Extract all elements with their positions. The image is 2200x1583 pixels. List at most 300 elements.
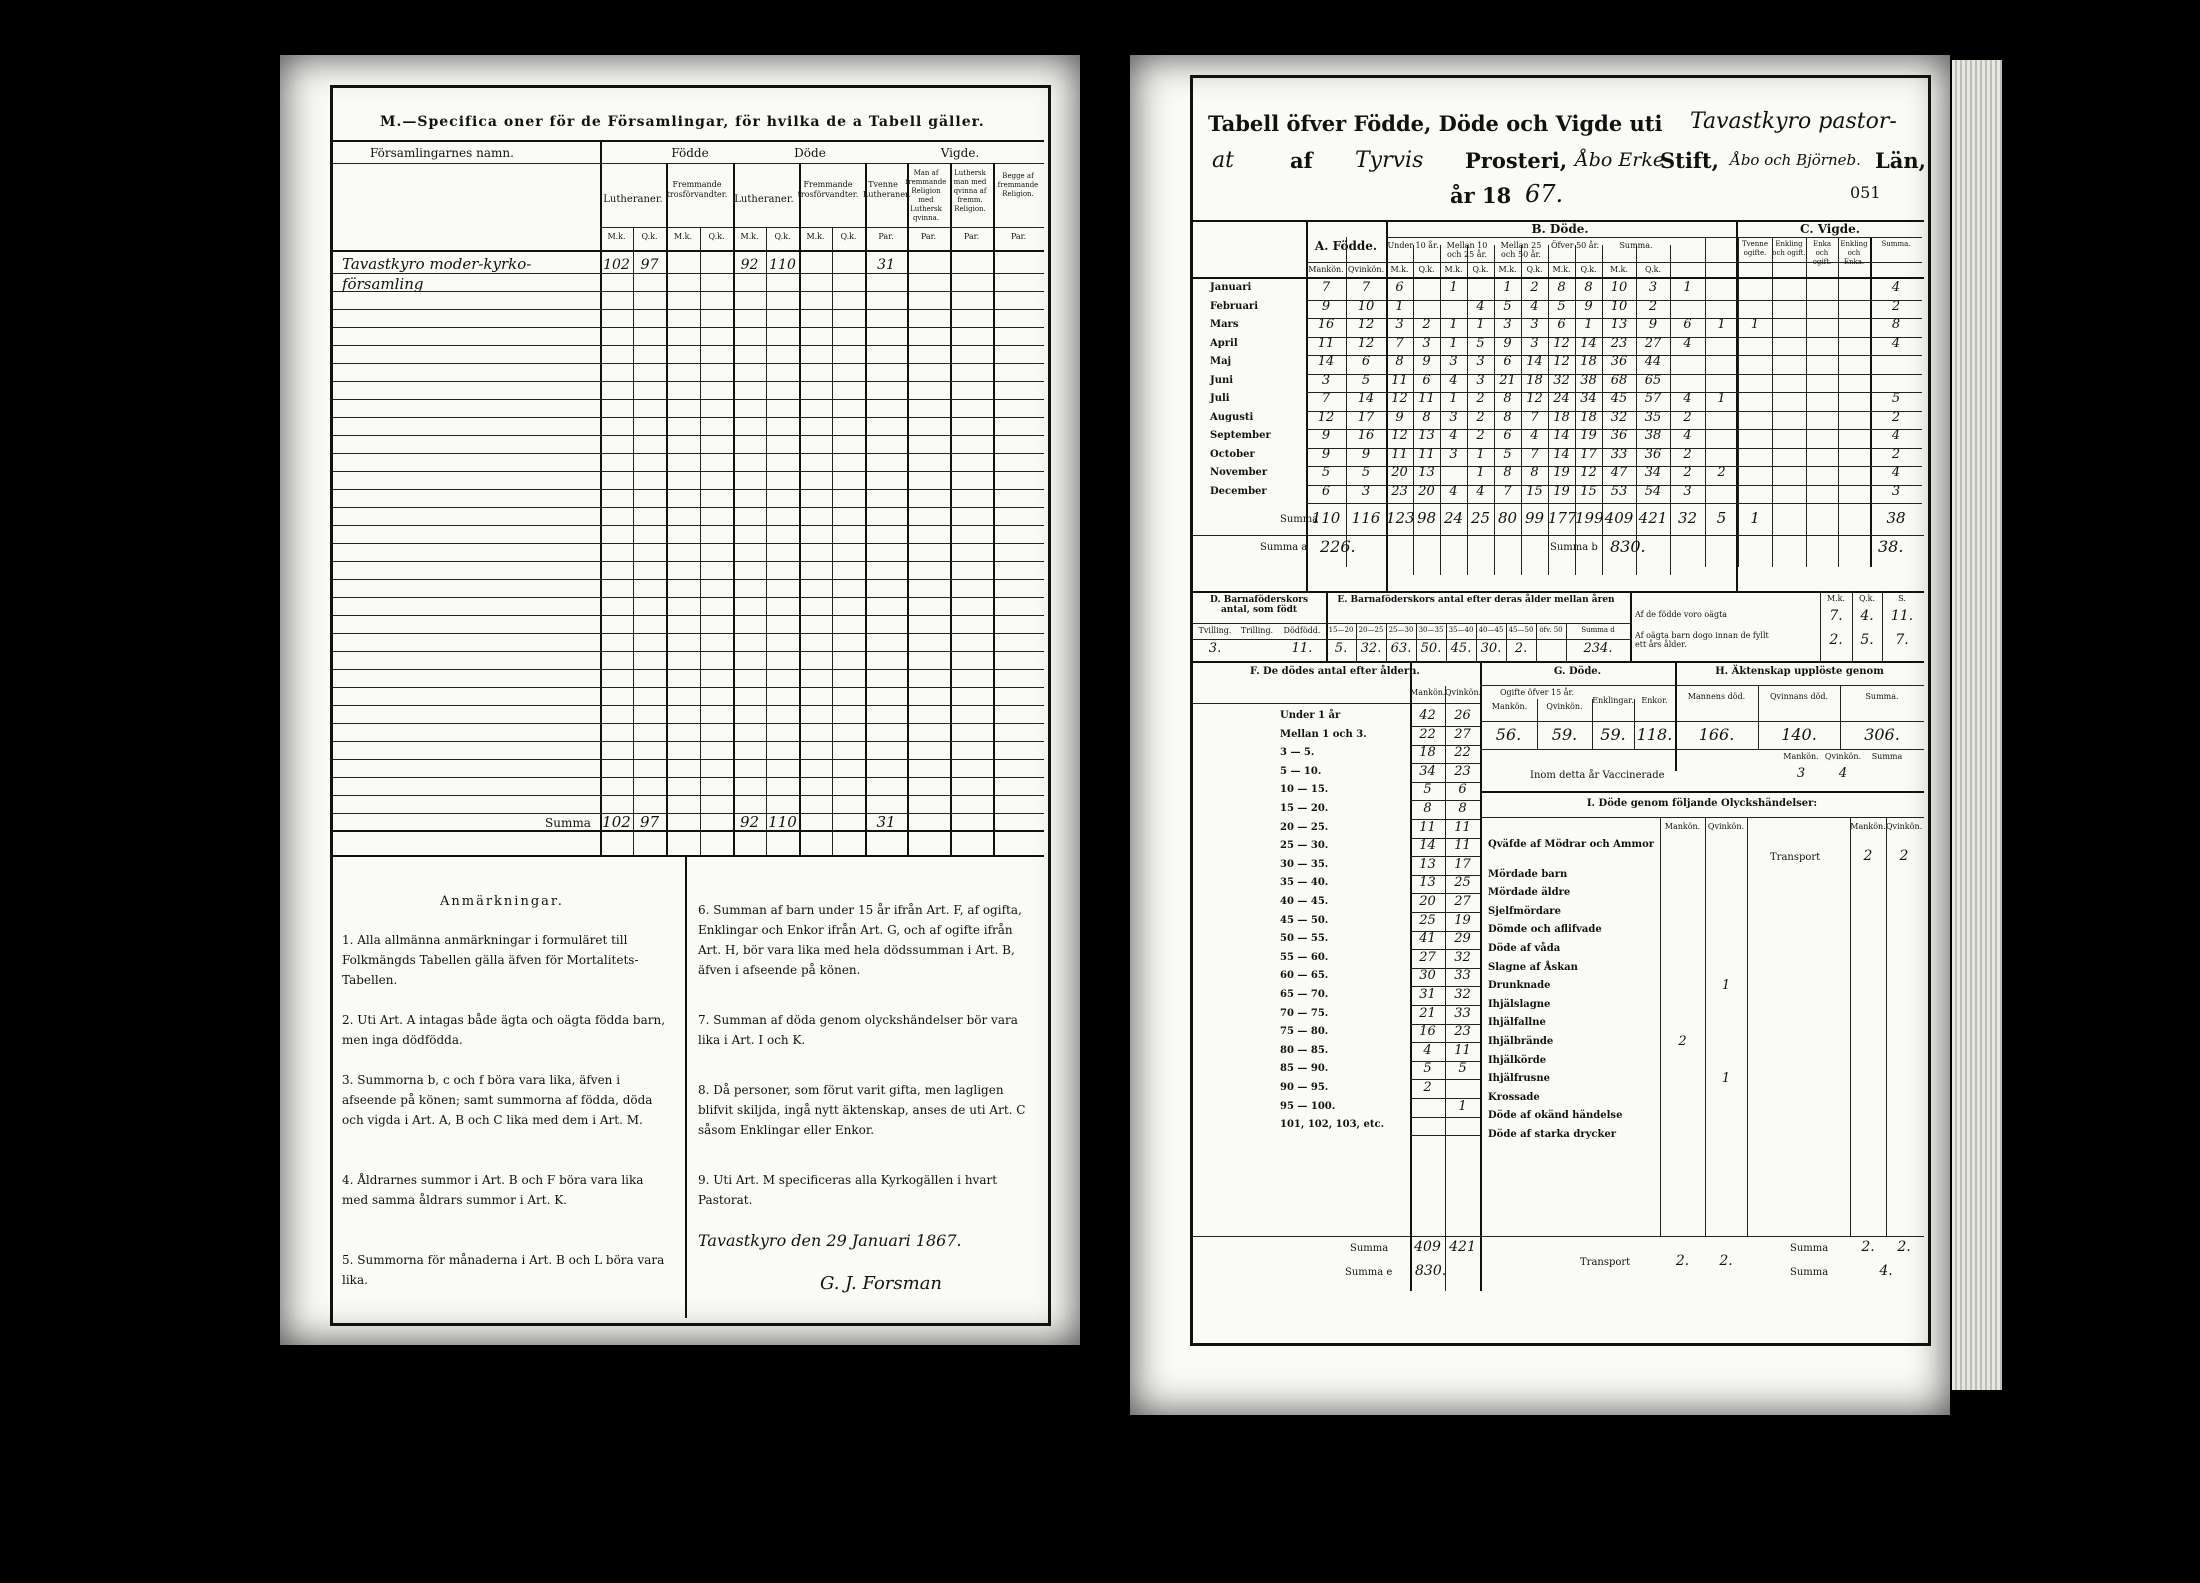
month-cell: 24 <box>1553 391 1570 406</box>
rule <box>1386 237 1922 238</box>
month-cell: 6 <box>1321 483 1331 499</box>
age-group-header: Summa. <box>1619 241 1653 250</box>
d-col-header: Dödfödd. <box>1283 626 1321 635</box>
sex-header: M.k. <box>1552 265 1571 274</box>
month-cell: 19 <box>1553 483 1570 499</box>
age-group-header: Öfver 50 år. <box>1550 241 1600 250</box>
f-age-label: 60 — 65. <box>1280 970 1329 982</box>
month-cell: 11 <box>1391 446 1408 462</box>
month-cell: 2 <box>1530 280 1539 295</box>
vigde-col-header: Enkling och ogift. <box>1772 240 1806 257</box>
month-cell: 36 <box>1644 446 1662 462</box>
month-cell: 13 <box>1610 317 1628 332</box>
sex-header: Q.k. <box>1472 265 1489 274</box>
month-cell: 6 <box>1503 354 1512 369</box>
row-rule <box>332 489 1044 490</box>
illeg-value-2: 5. <box>1860 632 1874 648</box>
rule <box>1480 791 1924 793</box>
month-cell: 68 <box>1610 372 1628 388</box>
summa-cell: 409 <box>1604 509 1634 527</box>
note-3: 3. Summorna b, c och f böra vara lika, äfven i afseende på könen; samt summorna af födda, döda och vigda i Art. A, B och C lika med dem i Art. M. <box>342 1073 653 1127</box>
f-mk-value: 5 <box>1423 1061 1432 1077</box>
month-cell: 20 <box>1418 483 1435 499</box>
sec-e-header: E. Barnaföderskors antal efter deras ålder mellan åren <box>1337 595 1615 605</box>
f-age-label: 35 — 40. <box>1280 877 1329 889</box>
i-row-label: Krossade <box>1488 1091 1540 1103</box>
row-rule <box>332 453 1044 454</box>
month-cell: 3 <box>1503 317 1512 332</box>
note-7: 7. Summan af döda genom olyckshändelser bör vara lika i Art. I och K. <box>698 1013 1018 1047</box>
rule <box>1476 623 1477 661</box>
title-year: år 18 <box>1450 183 1512 208</box>
sex-header: Q.k. <box>1418 265 1435 274</box>
summa-cell: 1 <box>1750 509 1760 527</box>
month-cell: 36 <box>1610 428 1628 443</box>
left-heading: M.—Specifica oner för de Församlingar, för hvilka de a Tabell gäller. <box>380 114 985 130</box>
f-qk-value: 22 <box>1454 745 1471 761</box>
rule <box>1192 661 1924 663</box>
unit-label: Par. <box>920 232 937 241</box>
row-rule <box>332 525 1044 526</box>
vacc-value: 3 <box>1796 766 1806 781</box>
rule <box>1410 1117 1480 1118</box>
fodde-header: Födde <box>671 146 709 160</box>
rule <box>1840 685 1841 749</box>
f-qk-value: 11 <box>1454 838 1471 854</box>
month-cell: 2 <box>1476 409 1485 425</box>
sec-i-header: I. Döde genom följande Olyckshändelser: <box>1586 798 1818 809</box>
illeg-value-1: 7. <box>1829 608 1843 624</box>
f-mk-value: 31 <box>1419 987 1436 1002</box>
month-cell: 23 <box>1391 483 1408 499</box>
f-mk-value: 25 <box>1419 912 1436 928</box>
col-rule <box>700 227 701 855</box>
month-label: Augusti <box>1210 411 1254 423</box>
month-cell: 1 <box>1476 317 1485 332</box>
dode-header: Döde <box>794 146 826 160</box>
month-cell: 1 <box>1395 298 1404 314</box>
summa-cell: 199 <box>1575 509 1604 527</box>
summa-cell: 116 <box>1351 509 1381 527</box>
month-cell: 1 <box>1449 391 1458 406</box>
month-cell: 16 <box>1317 317 1335 332</box>
i-row-label: Mördade barn <box>1488 868 1568 880</box>
row-rule <box>332 795 1044 796</box>
f-mk-value: 11 <box>1419 819 1436 835</box>
rule <box>1886 817 1887 1237</box>
f-age-label: 15 — 20. <box>1280 803 1329 814</box>
row-rule <box>1306 503 1922 504</box>
summa-cell: 24 <box>1443 509 1464 527</box>
month-cell: 21 <box>1499 372 1516 388</box>
f-mk-value: 2 <box>1423 1080 1432 1095</box>
e-value: 30. <box>1480 641 1502 656</box>
month-cell: 4 <box>1891 465 1901 480</box>
summa-cell: 177 <box>1548 509 1577 527</box>
month-cell: 14 <box>1317 354 1335 369</box>
signature-name: G. J. Forsman <box>820 1273 943 1294</box>
month-cell: 10 <box>1610 298 1628 314</box>
summa-cell: 421 <box>1638 509 1668 527</box>
f-age-label: 80 — 85. <box>1280 1044 1329 1056</box>
g-value: 56. <box>1495 725 1522 744</box>
month-cell: 2 <box>1476 391 1485 406</box>
f-qk-value: 26 <box>1454 708 1471 723</box>
summa-value: 110 <box>768 813 797 831</box>
f-age-label: 75 — 80. <box>1280 1026 1329 1038</box>
i-row-label: Döde af okänd händelse <box>1488 1110 1623 1122</box>
f-qk-value: 32 <box>1454 949 1471 965</box>
month-cell: 8 <box>1395 354 1404 369</box>
rule <box>1446 623 1447 661</box>
h-header: Mannens död. <box>1687 692 1746 701</box>
month-cell: 4 <box>1683 428 1692 443</box>
f-qk-value: 25 <box>1454 875 1471 891</box>
month-cell: 20 <box>1391 465 1408 480</box>
illeg-value-1: 11. <box>1890 608 1914 624</box>
month-label: Maj <box>1210 356 1232 367</box>
month-cell: 11 <box>1317 335 1335 351</box>
rule <box>1192 623 1630 624</box>
col-rule <box>666 163 668 855</box>
month-label: September <box>1210 430 1271 441</box>
sec-f-header: F. De dödes antal efter åldern. <box>1250 666 1420 677</box>
unit-label: M.k. <box>607 232 626 241</box>
i-row-label: Ihjälkörde <box>1488 1054 1547 1066</box>
f-qk-value: 6 <box>1458 782 1467 798</box>
i-qk-header: Qvinkön. <box>1707 822 1745 831</box>
f-qk-value: 33 <box>1454 1005 1471 1021</box>
f-mk-value: 27 <box>1419 949 1436 965</box>
month-cell: 4 <box>1891 335 1901 351</box>
note-4: 4. Åldrarnes summor i Art. B och F böra vara lika med samma åldrars summor i Art. K. <box>342 1173 644 1207</box>
note-9: 9. Uti Art. M specificeras alla Kyrkogällen i hvart Pastorat. <box>698 1173 998 1207</box>
row-rule <box>332 723 1044 724</box>
month-cell: 7 <box>1395 335 1404 351</box>
summa-c-total: 38. <box>1878 537 1904 556</box>
e-value: 45. <box>1450 641 1472 656</box>
illeg-header: S. <box>1898 594 1906 603</box>
month-cell: 3 <box>1476 372 1485 388</box>
cell-value: 110 <box>769 257 796 273</box>
row-rule <box>332 291 1044 292</box>
rule <box>1566 623 1567 661</box>
month-cell: 14 <box>1580 335 1597 351</box>
row-rule <box>332 561 1044 562</box>
month-cell: 1 <box>1449 335 1458 351</box>
row-rule <box>332 399 1044 400</box>
month-cell: 38 <box>1644 428 1662 443</box>
month-label: Juni <box>1210 374 1234 386</box>
month-cell: 14 <box>1526 354 1543 369</box>
g-value: 59. <box>1551 725 1578 744</box>
month-cell: 7 <box>1321 280 1331 295</box>
row-rule <box>332 777 1044 778</box>
f-age-label: 90 — 95. <box>1280 1082 1329 1093</box>
month-label: December <box>1210 485 1267 497</box>
vigde-header: Vigde. <box>940 146 980 160</box>
title-af: af <box>1290 148 1313 173</box>
illeg-value-2: 2. <box>1829 632 1843 648</box>
i-row-label: Drunknade <box>1488 980 1551 992</box>
month-cell: 10 <box>1610 280 1628 295</box>
i-summa2-label: Summa <box>1790 1267 1829 1278</box>
month-cell: 4 <box>1891 280 1901 295</box>
f-mk-value: 20 <box>1419 894 1436 909</box>
month-cell: 11 <box>1418 391 1435 406</box>
row-rule <box>332 273 1044 274</box>
f-age-label: 95 — 100. <box>1280 1100 1336 1112</box>
month-label: April <box>1210 337 1238 349</box>
row-rule <box>332 669 1044 670</box>
e-col-header: 45—50 <box>1508 626 1534 634</box>
f-mk-value: 8 <box>1423 801 1432 816</box>
rule <box>1192 1236 1924 1237</box>
month-cell: 4 <box>1683 335 1692 351</box>
col-rule <box>799 163 801 855</box>
g-value: 59. <box>1600 725 1626 744</box>
month-cell: 5 <box>1321 465 1331 480</box>
cell-value: 102 <box>603 257 630 273</box>
cell-value: 97 <box>640 257 659 273</box>
f-age-label: 85 — 90. <box>1280 1063 1329 1075</box>
month-cell: 65 <box>1644 372 1662 388</box>
month-cell: 3 <box>1683 483 1692 499</box>
i-row-label: Qväfde af Mödrar och Ammor <box>1488 839 1655 850</box>
illeg-header: M.k. <box>1826 594 1846 603</box>
month-cell: 12 <box>1391 391 1408 406</box>
month-cell: 38 <box>1580 372 1597 388</box>
month-cell: 8 <box>1891 317 1901 332</box>
age-group-header: Under 10 år. <box>1387 241 1439 250</box>
i-summa-mk: 2. <box>1861 1239 1875 1255</box>
e-value: 50. <box>1420 641 1442 656</box>
d-col-header: Tvilling. <box>1198 626 1232 635</box>
month-cell: 3 <box>1530 317 1539 332</box>
rule <box>1192 535 1924 536</box>
summa-value: 92 <box>739 813 760 831</box>
month-cell: 14 <box>1553 446 1570 462</box>
f-mk-value: 13 <box>1419 856 1436 872</box>
month-cell: 9 <box>1422 354 1431 369</box>
f-mk-header: Mankön. <box>1410 688 1446 697</box>
row-rule <box>332 597 1044 598</box>
month-cell: 3 <box>1648 280 1658 295</box>
month-cell: 3 <box>1449 409 1458 425</box>
month-cell: 12 <box>1526 391 1543 406</box>
month-label: Januari <box>1210 282 1252 293</box>
month-cell: 4 <box>1449 483 1458 499</box>
month-cell: 8 <box>1503 465 1512 480</box>
title-stift: Stift, <box>1660 148 1719 173</box>
summa-e-label: Summa e <box>1345 1267 1393 1278</box>
rule <box>1850 817 1851 1237</box>
month-cell: 9 <box>1361 446 1371 462</box>
month-cell: 8 <box>1503 391 1512 406</box>
month-cell: 5 <box>1503 446 1512 462</box>
month-cell: 6 <box>1557 317 1566 332</box>
month-cell: 35 <box>1644 409 1662 425</box>
title-prosteri: Prosteri, <box>1465 148 1568 173</box>
f-mk-value: 16 <box>1419 1024 1436 1040</box>
col-rule <box>907 163 909 855</box>
month-cell: 1 <box>1584 317 1593 332</box>
month-cell: 5 <box>1503 298 1512 314</box>
month-cell: 3 <box>1321 372 1331 388</box>
month-cell: 23 <box>1610 335 1628 351</box>
vigde-col-header: Enkling och Enka. <box>1840 240 1868 266</box>
rule <box>1192 703 1480 704</box>
f-age-label: 40 — 45. <box>1280 896 1329 907</box>
month-cell: 1 <box>1717 391 1726 406</box>
i-row-label: Döde af starka drycker <box>1488 1129 1617 1140</box>
illeg-value-2: 7. <box>1895 632 1909 648</box>
month-cell: 4 <box>1683 391 1692 406</box>
f-mk-value: 14 <box>1419 838 1436 854</box>
vacc-header: Summa <box>1871 752 1903 761</box>
month-cell: 6 <box>1361 354 1371 369</box>
month-cell: 5 <box>1361 465 1371 480</box>
title-lan-name: Åbo och Björneb. <box>1730 151 1861 169</box>
i-mk-value: 2 <box>1678 1034 1687 1049</box>
e-value: 5. <box>1334 641 1348 656</box>
month-label: Februari <box>1210 300 1258 312</box>
month-cell: 5 <box>1361 372 1371 388</box>
month-cell: 1 <box>1476 446 1485 462</box>
summa-value: 97 <box>639 813 660 831</box>
e-value: 2. <box>1514 641 1528 656</box>
row-rule <box>332 435 1044 436</box>
e-col-header: 40—45 <box>1478 626 1504 634</box>
month-cell: 3 <box>1449 446 1458 462</box>
i-row-label: Ihjälbrände <box>1488 1036 1554 1047</box>
f-qk-value: 17 <box>1454 856 1471 872</box>
g-value: 118. <box>1636 725 1673 744</box>
note-6: 6. Summan af barn under 15 år ifrån Art. F, af ogifta, Enklingar och Enkor ifrån Art. G, och af ogifte ifrån Art. H, bör vara lika med hela dödssumman i Art. B, äfven i afseende på könen. <box>698 903 1022 977</box>
sex-header: Q.k. <box>1526 265 1543 274</box>
month-cell: 2 <box>1891 446 1901 462</box>
rule <box>1416 623 1417 661</box>
row-rule <box>332 327 1044 328</box>
row-rule <box>332 381 1044 382</box>
right-page: Tabell öfver Födde, Döde och Vigde uti Tavastkyro pastor- at af Tyrvis Prosteri, Åbo Erke Stift, Åbo och Björneb. Län, år 18 67. 051 A. Födde. B. Döde. C. Vigde. Under 10 år. Mellan 10 och 25 år. Mellan 25 och 50 år. Öfver 50 år. Summa. Mankön. Qvinkön. M.k. Q.k. M.k. Q.k. M.k. Q.k. M.k. Q.k. M.k. Q.k. Tvenne ogifte. Enkling och ogift. Enka och ogift. Enkling och Enka. Summa. Januari 7 7 6 1 1 2 8 8 10 3 1 4 Februari 9 10 1 4 5 4 5 9 10 2 2 Mars 16 12 3 2 1 1 3 3 6 1 13 9 6 1 1 8 April 11 12 7 3 1 5 9 3 12 14 23 27 4 4 Maj 14 6 8 9 3 3 6 14 12 18 36 44 Juni 3 5 11 6 4 3 21 18 32 38 68 65 Juli 7 14 12 11 1 2 8 12 24 34 45 57 4 1 5 Augusti 12 17 9 8 3 2 8 7 18 18 32 35 2 2 September 9 16 12 13 4 2 6 4 14 19 36 38 4 4 October 9 9 11 11 3 1 5 7 14 17 33 36 2 2 November 5 5 20 13 1 8 8 19 12 47 34 2 2 4 December 6 3 23 20 4 4 7 15 19 15 53 54 3 3 Summa 110 116 123 98 24 25 80 99 177 199 409 421 32 5 1 38 Summa a 226. Summa b 830. 38. D. Barnaföderskors antal, som födt E. Barnaföderskors antal efter deras ålder mellan åren Tvilling. 3. Trilling. Dödfödd. 11. 15—20 5. 20—25 32. 25—30 63. 30—35 50. 35—40 45. 40—45 30. 45—50 2. öfv. 50 Summa d 234. Af de födde voro oägta Af oägta barn dogo innan de fyllt ett års ålder. M.k. 7. 2. Q.k. 4. 5. S. 11. 7. F. De dödes antal efter åldern. Mankön. Qvinkön. Under 1 år 42 26 Mellan 1 och 3. 22 27 3 — 5. 18 22 5 — 10. 34 23 10 — 15. 5 6 15 — 20. 8 8 20 — 25. 11 11 25 — 30. 14 11 30 — 35. 13 17 35 — 40. 13 25 40 — 45. 20 27 45 — 50. 25 19 50 — 55. 41 29 55 — 60. 27 32 60 — 65. 30 33 65 — 70. 31 32 70 — 75. 21 33 75 — 80. 16 23 80 — 85. 4 11 85 — 90. 5 5 90 — 95. 2 95 — 100. 1 101, 102, 103, etc. Summa 409 421 Summa e 830. G. Döde. H. Äktenskap upplöste genom Ogifte öfver 15 år. Mankön. Qvinkön. Enklingar. Enkor. 56. 59. 59. 118. Mannens död. 166. Qvinnans död. 140. Summa. 306. Inom detta år Vaccinerade Mankön. 3 Qvinkön. 4 Summa I. Döde genom följande Olyckshändelser: Mankön. Qvinkön. Mankön. Qvinkön. Qväfde af Mödrar och Ammor Mördade barn Mördade äldre Sjelfmördare Dömde och aflifvade Döde af våda Slagne af Åskan Drunknade 1 Ihjälslagne Ihjälfallne Ihjälbrände 2 Ihjälkörde Ihjälfrusne 1 Krossade Döde af okänd händelse Döde af starka drycker Transport 2 2 Transport 2. 2. Summa 2. 2. Summa 4. <box>1130 55 1950 1415</box>
month-cell: 14 <box>1357 391 1375 406</box>
vigde-col-header: Enka och ogift. <box>1812 240 1832 266</box>
month-cell: 3 <box>1449 354 1458 369</box>
row-rule <box>332 759 1044 760</box>
month-cell: 9 <box>1321 428 1331 443</box>
rule <box>1386 623 1387 661</box>
left-page: M.—Specifica oner för de Församlingar, för hvilka de a Tabell gäller. Församlingarnes namn. Födde Döde Vigde. Lutheraner. Fremmande trosförvandter. Lutheraner. Fremmande trosförvandter. Tvenne Lutheraner. Man af fremmande Religion med Luthersk qvinna. Luthersk man med qvinna af fremm. Religion. Begge af fremmande Religion. M.k. Q.k. M.k. Q.k. M.k. Q.k. M.k. Q.k. Par. Par. Par. Par. Tavastkyro moder-kyrko- församling 102 97 92 110 31 Summa 102 97 92 110 31 Anmärkningar. 1. Alla allmänna anmärkningar i formuläret till Folkmängds Tabellen gälla äfven för Mortalitets-Tabellen. 2. Uti Art. A intagas både ägta och oägta födda barn, men inga dödfödda. 3. Summorna b, c och f böra vara lika, äfven i afseende på könen; samt summorna af födda, döda och vigda i Art. A, B och C lika med dem i Art. M. 4. Åldrarnes summor i Art. B och F böra vara lika med samma åldrars summor i Art. K. 5. Summorna för månaderna i Art. B och L böra vara lika. 6. Summan af barn under 15 år ifrån Art. F, af ogifta, Enklingar och Enkor ifrån Art. G, och af ogifte ifrån Art. H, bör vara lika med hela dödssumman i Art. B, äfven i afseende på könen. 7. Summan af döda genom olyckshändelser bör vara lika i Art. I och K. 8. Då personer, som förut varit gifta, men lagligen blifvit skiljda, ingå nytt äktenskap, anses de uti Art. C såsom Enklingar eller Enkor. 9. Uti Art. M specificeras alla Kyrkogällen i hvart Pastorat. Tavastkyro den 29 Januari 1867. G. J. Forsman <box>280 55 1080 1345</box>
e-value: 63. <box>1390 641 1412 656</box>
rule <box>1192 639 1630 640</box>
i-row-label: Dömde och aflifvade <box>1488 924 1602 936</box>
unit-label: Par. <box>963 232 980 241</box>
i-summa-label: Summa <box>1790 1243 1829 1254</box>
month-cell: 14 <box>1553 428 1570 443</box>
qk-header: Qvinkön. <box>1347 265 1385 274</box>
page-number: 051 <box>1850 183 1881 202</box>
rule <box>1192 277 1924 279</box>
left-summa-label: Summa <box>545 816 591 830</box>
f-qk-value: 32 <box>1454 987 1471 1002</box>
illeg-label-1: Af de födde voro oägta <box>1635 610 1728 619</box>
f-age-label: Mellan 1 och 3. <box>1280 728 1367 740</box>
title-year-handwritten: 67. <box>1525 180 1564 208</box>
notes-title: Anmärkningar. <box>440 894 564 909</box>
illeg-header: Q.k. <box>1858 594 1876 603</box>
vacc-header: Qvinkön. <box>1824 752 1862 761</box>
parish-name-2: församling <box>342 275 424 293</box>
month-cell: 8 <box>1422 409 1431 425</box>
f-qk-value: 33 <box>1454 968 1471 984</box>
rule <box>1660 817 1661 1237</box>
i-summa-total: 4. <box>1879 1263 1893 1279</box>
f-mk-value: 5 <box>1423 782 1432 798</box>
row-rule <box>332 309 1044 310</box>
e-value: 32. <box>1360 641 1382 656</box>
vacc-label: Inom detta år Vaccinerade <box>1530 770 1665 781</box>
row-rule <box>332 687 1044 688</box>
i-transport-label: Transport <box>1770 852 1821 863</box>
month-cell: 4 <box>1891 428 1901 443</box>
month-cell: 2 <box>1683 465 1692 480</box>
f-qk-value: 1 <box>1458 1098 1467 1114</box>
month-cell: 12 <box>1580 465 1597 480</box>
month-cell: 12 <box>1391 428 1408 443</box>
row-rule <box>332 507 1044 508</box>
col-rule <box>766 227 767 855</box>
month-cell: 6 <box>1422 372 1431 388</box>
month-cell: 33 <box>1610 446 1628 462</box>
rule <box>1852 591 1853 661</box>
row-rule <box>332 813 1044 814</box>
rule <box>1480 721 1924 722</box>
f-qk-value: 27 <box>1454 726 1471 742</box>
g-hdr-mk: Mankön. <box>1491 702 1528 711</box>
note-1: 1. Alla allmänna anmärkningar i formuläret till Folkmängds Tabellen gälla äfven för Mortalitets-Tabellen. <box>342 933 639 987</box>
month-cell: 12 <box>1357 335 1375 351</box>
month-cell: 9 <box>1584 298 1593 314</box>
month-cell: 34 <box>1644 465 1662 480</box>
age-group-header: Mellan 10 och 25 år. <box>1446 241 1488 259</box>
month-cell: 7 <box>1361 280 1371 295</box>
month-cell: 3 <box>1395 317 1404 332</box>
rule <box>1480 817 1924 818</box>
row-rule <box>332 741 1044 742</box>
summa-cell: 38 <box>1886 509 1906 527</box>
h-header: Qvinnans död. <box>1769 692 1829 701</box>
i-row-label: Mördade äldre <box>1488 887 1571 899</box>
summa-b-label: Summa b <box>1550 542 1598 553</box>
signature-date: Tavastkyro den 29 Januari 1867. <box>698 1231 962 1250</box>
month-cell: 3 <box>1891 483 1901 499</box>
month-cell: 1 <box>1683 280 1692 295</box>
summa-cell: 98 <box>1416 509 1437 527</box>
month-cell: 44 <box>1644 354 1662 369</box>
i-qk-value: 1 <box>1721 1071 1731 1087</box>
illeg-value-1: 4. <box>1860 608 1874 624</box>
month-cell: 9 <box>1321 446 1331 462</box>
i2-qk-header: Qvinkön. <box>1886 822 1923 831</box>
month-label: November <box>1210 467 1268 478</box>
unit-label: Q.k. <box>774 232 791 241</box>
summa-a-label: Summa a <box>1260 542 1308 553</box>
col-rule <box>1806 237 1807 567</box>
month-cell: 18 <box>1553 409 1570 425</box>
rule <box>1675 661 1677 771</box>
f-mk-value: 4 <box>1423 1042 1432 1058</box>
